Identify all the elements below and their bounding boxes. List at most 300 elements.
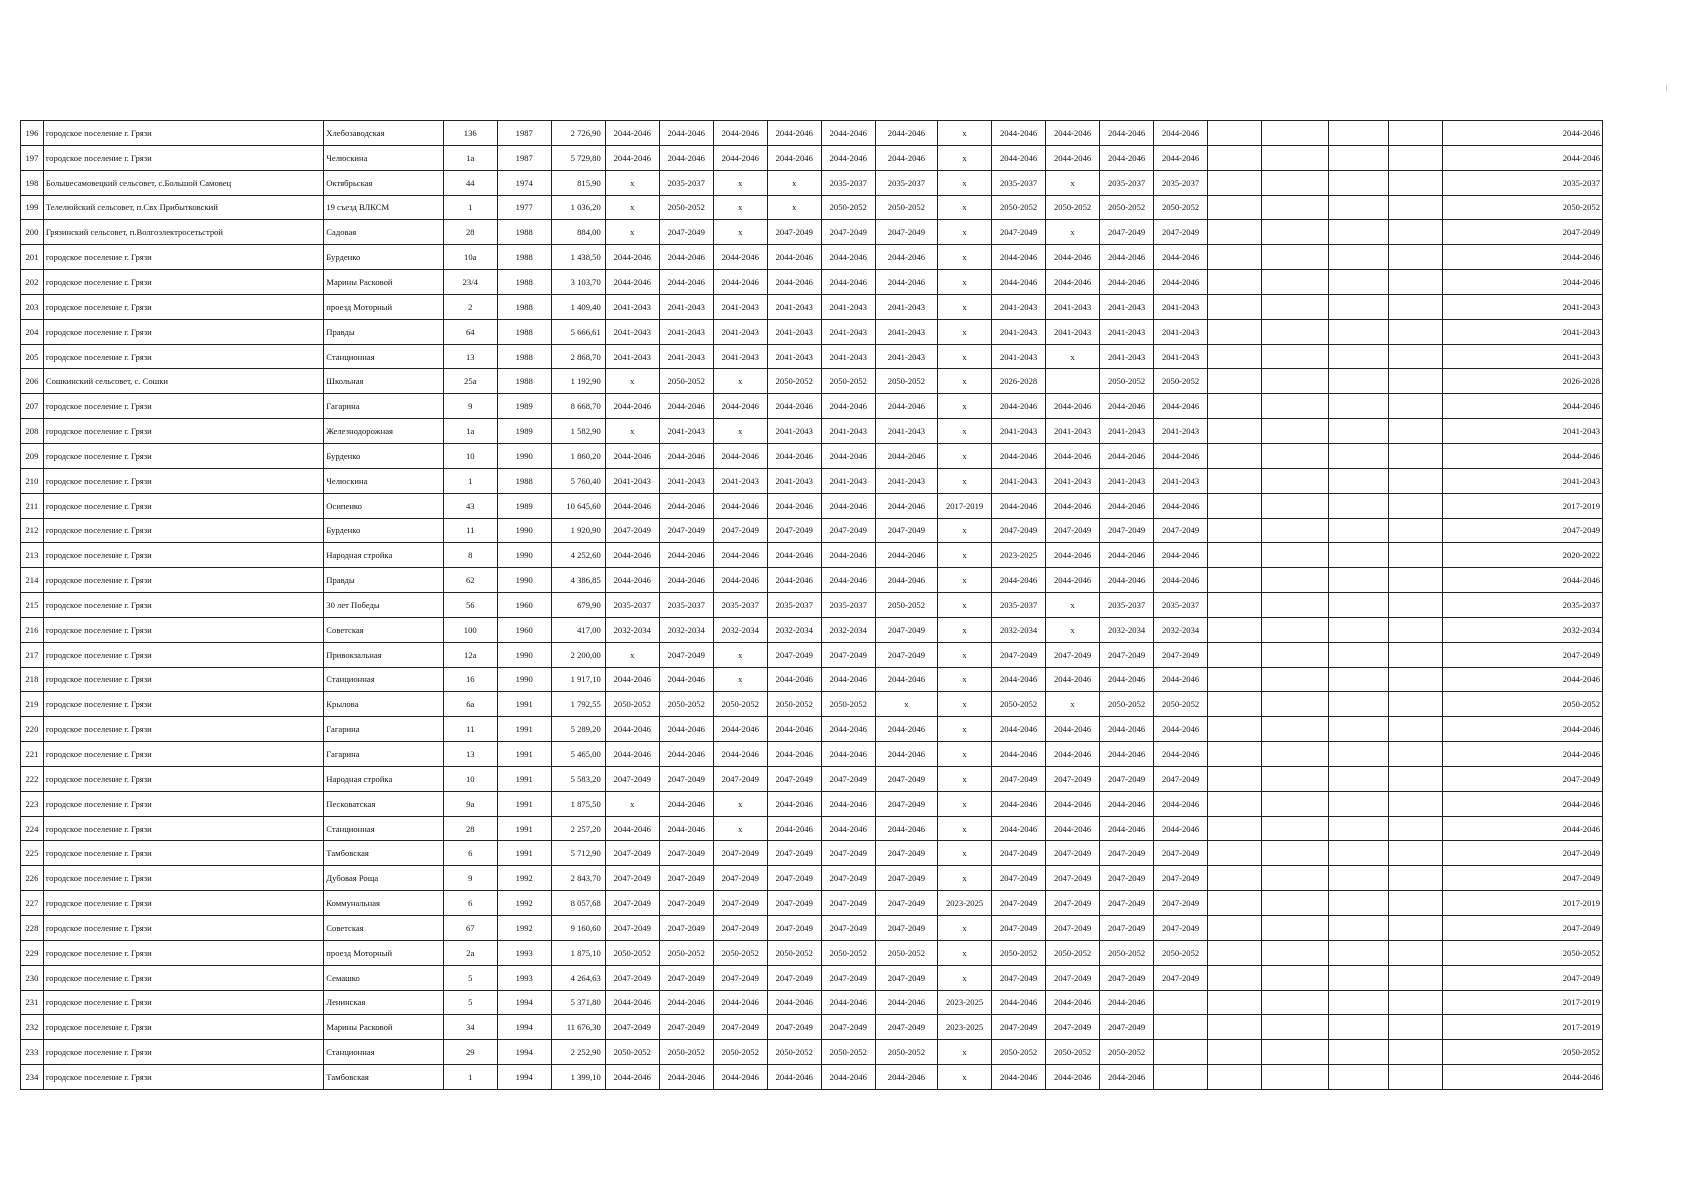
period-cell-10: 2047-2049	[1100, 841, 1154, 866]
period-cell-5: 2044-2046	[821, 667, 875, 692]
period-cell-12	[1208, 145, 1262, 170]
period-cell-14	[1328, 990, 1388, 1015]
year-cell: 1990	[497, 642, 551, 667]
period-cell-1: 2044-2046	[605, 568, 659, 593]
period-cell-2: 2041-2043	[659, 319, 713, 344]
period-cell-2: 2047-2049	[659, 642, 713, 667]
period-cell-1: 2044-2046	[605, 443, 659, 468]
period-cell-2: 2047-2049	[659, 916, 713, 941]
period-cell-3: x	[713, 419, 767, 444]
row-number-cell: 212	[21, 518, 44, 543]
period-cell-8: 2044-2046	[992, 568, 1046, 593]
period-cell-2: 2044-2046	[659, 121, 713, 146]
street-cell: Марины Расковой	[324, 270, 443, 295]
table-row	[21, 1065, 1603, 1090]
area-cell: 5 465,00	[551, 742, 605, 767]
final-period-cell: 2026-2028	[1442, 369, 1602, 394]
period-cell-10: 2047-2049	[1100, 1015, 1154, 1040]
period-cell-14	[1328, 145, 1388, 170]
period-cell-14	[1328, 518, 1388, 543]
row-number-cell: 206	[21, 369, 44, 394]
row-number-cell: 196	[21, 121, 44, 146]
period-cell-14	[1328, 220, 1388, 245]
period-cell-8: 2026-2028	[992, 369, 1046, 394]
period-cell-7: x	[938, 841, 992, 866]
table-row	[21, 568, 1603, 593]
row-number-cell: 197	[21, 145, 44, 170]
year-cell: 1960	[497, 593, 551, 618]
period-cell-5: 2044-2046	[821, 394, 875, 419]
period-cell-10: 2044-2046	[1100, 990, 1154, 1015]
house-cell: 1	[443, 1065, 497, 1090]
area-cell: 2 200,00	[551, 642, 605, 667]
area-cell: 815,90	[551, 170, 605, 195]
period-cell-12	[1208, 965, 1262, 990]
period-cell-7: x	[938, 145, 992, 170]
row-number-cell: 229	[21, 940, 44, 965]
period-cell-11: 2047-2049	[1154, 766, 1208, 791]
period-cell-10: 2044-2046	[1100, 245, 1154, 270]
period-cell-14	[1328, 369, 1388, 394]
period-cell-1: 2044-2046	[605, 145, 659, 170]
period-cell-13	[1262, 270, 1328, 295]
period-cell-7: x	[938, 369, 992, 394]
house-cell: 28	[443, 816, 497, 841]
period-cell-7: x	[938, 742, 992, 767]
period-cell-5: 2050-2052	[821, 369, 875, 394]
period-cell-12	[1208, 667, 1262, 692]
period-cell-7: x	[938, 443, 992, 468]
period-cell-6: x	[875, 692, 937, 717]
settlement-cell: городское поселение г. Грязи	[43, 1015, 323, 1040]
period-cell-6: 2044-2046	[875, 394, 937, 419]
settlement-cell: городское поселение г. Грязи	[43, 1040, 323, 1065]
area-cell: 1 920,90	[551, 518, 605, 543]
period-cell-2: 2047-2049	[659, 220, 713, 245]
settlement-cell: городское поселение г. Грязи	[43, 443, 323, 468]
table-row	[21, 841, 1603, 866]
final-period-cell: 2035-2037	[1442, 170, 1602, 195]
period-cell-7: x	[938, 866, 992, 891]
period-cell-7: x	[938, 170, 992, 195]
period-cell-9: 2044-2046	[1046, 121, 1100, 146]
area-cell: 3 103,70	[551, 270, 605, 295]
table-row	[21, 245, 1603, 270]
period-cell-3: 2050-2052	[713, 692, 767, 717]
period-cell-12	[1208, 394, 1262, 419]
period-cell-15	[1388, 518, 1442, 543]
period-cell-5: 2044-2046	[821, 270, 875, 295]
period-cell-1: x	[605, 170, 659, 195]
period-cell-5: 2044-2046	[821, 145, 875, 170]
period-cell-10: 2047-2049	[1100, 965, 1154, 990]
period-cell-15	[1388, 891, 1442, 916]
settlement-cell: городское поселение г. Грязи	[43, 891, 323, 916]
period-cell-8: 2047-2049	[992, 1015, 1046, 1040]
period-cell-13	[1262, 742, 1328, 767]
period-cell-1: x	[605, 220, 659, 245]
period-cell-3: 2047-2049	[713, 891, 767, 916]
table-row	[21, 443, 1603, 468]
period-cell-11: 2050-2052	[1154, 195, 1208, 220]
house-cell: 5	[443, 990, 497, 1015]
period-cell-8: 2044-2046	[992, 742, 1046, 767]
house-cell: 43	[443, 493, 497, 518]
period-cell-9: 2047-2049	[1046, 866, 1100, 891]
period-cell-7: x	[938, 220, 992, 245]
house-cell: 67	[443, 916, 497, 941]
street-cell: Правды	[324, 319, 443, 344]
period-cell-4: 2044-2046	[767, 543, 821, 568]
period-cell-13	[1262, 245, 1328, 270]
table-row	[21, 543, 1603, 568]
area-cell: 11 676,30	[551, 1015, 605, 1040]
period-cell-10: 2050-2052	[1100, 1040, 1154, 1065]
year-cell: 1988	[497, 319, 551, 344]
period-cell-7: x	[938, 195, 992, 220]
table-row	[21, 170, 1603, 195]
year-cell: 1987	[497, 145, 551, 170]
street-cell: Челюскина	[324, 468, 443, 493]
period-cell-2: 2047-2049	[659, 766, 713, 791]
final-period-cell: 2044-2046	[1442, 443, 1602, 468]
row-number-cell: 221	[21, 742, 44, 767]
year-cell: 1989	[497, 419, 551, 444]
period-cell-15	[1388, 742, 1442, 767]
period-cell-6: 2041-2043	[875, 468, 937, 493]
period-cell-1: 2041-2043	[605, 468, 659, 493]
period-cell-10: 2044-2046	[1100, 443, 1154, 468]
period-cell-8: 2047-2049	[992, 841, 1046, 866]
period-cell-5: 2047-2049	[821, 1015, 875, 1040]
period-cell-1: 2044-2046	[605, 742, 659, 767]
period-cell-12	[1208, 1040, 1262, 1065]
period-cell-8: 2050-2052	[992, 692, 1046, 717]
period-cell-3: x	[713, 369, 767, 394]
period-cell-4: 2044-2046	[767, 245, 821, 270]
period-cell-3: x	[713, 642, 767, 667]
period-cell-13	[1262, 667, 1328, 692]
period-cell-3: 2044-2046	[713, 742, 767, 767]
housing-schedule-table	[20, 120, 1603, 1090]
period-cell-13	[1262, 916, 1328, 941]
period-cell-6: 2044-2046	[875, 717, 937, 742]
period-cell-4: 2044-2046	[767, 816, 821, 841]
period-cell-13	[1262, 468, 1328, 493]
period-cell-14	[1328, 1065, 1388, 1090]
period-cell-2: 2044-2046	[659, 245, 713, 270]
final-period-cell: 2041-2043	[1442, 468, 1602, 493]
period-cell-11: 2044-2046	[1154, 493, 1208, 518]
period-cell-2: 2050-2052	[659, 195, 713, 220]
final-period-cell: 2035-2037	[1442, 593, 1602, 618]
settlement-cell: городское поселение г. Грязи	[43, 965, 323, 990]
period-cell-1: 2047-2049	[605, 891, 659, 916]
street-cell: 19 съезд ВЛКСМ	[324, 195, 443, 220]
period-cell-6: 2044-2046	[875, 568, 937, 593]
period-cell-13	[1262, 816, 1328, 841]
final-period-cell: 2044-2046	[1442, 245, 1602, 270]
period-cell-9: x	[1046, 344, 1100, 369]
period-cell-10: 2047-2049	[1100, 866, 1154, 891]
period-cell-13	[1262, 493, 1328, 518]
year-cell: 1974	[497, 170, 551, 195]
row-number-cell: 216	[21, 617, 44, 642]
period-cell-5: 2044-2046	[821, 1065, 875, 1090]
period-cell-3: 2044-2046	[713, 568, 767, 593]
period-cell-1: 2032-2034	[605, 617, 659, 642]
year-cell: 1988	[497, 245, 551, 270]
area-cell: 1 875,10	[551, 940, 605, 965]
period-cell-6: 2047-2049	[875, 965, 937, 990]
period-cell-6: 2047-2049	[875, 766, 937, 791]
period-cell-6: 2044-2046	[875, 245, 937, 270]
period-cell-14	[1328, 121, 1388, 146]
table-row	[21, 866, 1603, 891]
period-cell-14	[1328, 568, 1388, 593]
period-cell-6: 2047-2049	[875, 220, 937, 245]
period-cell-14	[1328, 319, 1388, 344]
final-period-cell: 2050-2052	[1442, 1040, 1602, 1065]
period-cell-15	[1388, 220, 1442, 245]
period-cell-2: 2050-2052	[659, 692, 713, 717]
period-cell-10: 2044-2046	[1100, 493, 1154, 518]
row-number-cell: 198	[21, 170, 44, 195]
period-cell-9: 2044-2046	[1046, 791, 1100, 816]
period-cell-2: 2047-2049	[659, 891, 713, 916]
period-cell-4: 2044-2046	[767, 1065, 821, 1090]
period-cell-1: 2050-2052	[605, 940, 659, 965]
period-cell-14	[1328, 841, 1388, 866]
period-cell-14	[1328, 1040, 1388, 1065]
settlement-cell: городское поселение г. Грязи	[43, 866, 323, 891]
year-cell: 1994	[497, 1065, 551, 1090]
area-cell: 4 252,60	[551, 543, 605, 568]
period-cell-4: 2047-2049	[767, 866, 821, 891]
table-row	[21, 717, 1603, 742]
settlement-cell: городское поселение г. Грязи	[43, 990, 323, 1015]
period-cell-10: 2050-2052	[1100, 369, 1154, 394]
settlement-cell: городское поселение г. Грязи	[43, 717, 323, 742]
period-cell-11: 2041-2043	[1154, 468, 1208, 493]
period-cell-1: 2044-2046	[605, 121, 659, 146]
period-cell-10: 2044-2046	[1100, 1065, 1154, 1090]
period-cell-7: x	[938, 1065, 992, 1090]
period-cell-11: 2044-2046	[1154, 270, 1208, 295]
period-cell-10: 2050-2052	[1100, 940, 1154, 965]
table-row	[21, 916, 1603, 941]
period-cell-6: 2050-2052	[875, 593, 937, 618]
year-cell: 1992	[497, 891, 551, 916]
period-cell-7: x	[938, 940, 992, 965]
period-cell-7: x	[938, 692, 992, 717]
period-cell-9: 2044-2046	[1046, 990, 1100, 1015]
period-cell-10: 2047-2049	[1100, 518, 1154, 543]
period-cell-8: 2035-2037	[992, 170, 1046, 195]
period-cell-12	[1208, 518, 1262, 543]
settlement-cell: городское поселение г. Грязи	[43, 642, 323, 667]
final-period-cell: 2044-2046	[1442, 394, 1602, 419]
final-period-cell: 2047-2049	[1442, 642, 1602, 667]
settlement-cell: Сошкинский сельсовет, с. Сошки	[43, 369, 323, 394]
period-cell-4: 2044-2046	[767, 667, 821, 692]
year-cell: 1988	[497, 294, 551, 319]
year-cell: 1991	[497, 692, 551, 717]
period-cell-14	[1328, 270, 1388, 295]
period-cell-14	[1328, 344, 1388, 369]
period-cell-7: x	[938, 543, 992, 568]
area-cell: 4 264,63	[551, 965, 605, 990]
period-cell-13	[1262, 593, 1328, 618]
table-row	[21, 518, 1603, 543]
period-cell-12	[1208, 121, 1262, 146]
row-number-cell: 199	[21, 195, 44, 220]
period-cell-13	[1262, 543, 1328, 568]
period-cell-2: 2044-2046	[659, 543, 713, 568]
house-cell: 1а	[443, 145, 497, 170]
period-cell-8: 2044-2046	[992, 493, 1046, 518]
house-cell: 64	[443, 319, 497, 344]
house-cell: 23/4	[443, 270, 497, 295]
street-cell: Хлебозаводская	[324, 121, 443, 146]
period-cell-2: 2035-2037	[659, 593, 713, 618]
period-cell-15	[1388, 642, 1442, 667]
period-cell-3: x	[713, 667, 767, 692]
street-cell: Дубовая Роща	[324, 866, 443, 891]
period-cell-4: 2044-2046	[767, 568, 821, 593]
period-cell-10: 2044-2046	[1100, 816, 1154, 841]
final-period-cell: 2041-2043	[1442, 419, 1602, 444]
table-row	[21, 468, 1603, 493]
period-cell-13	[1262, 344, 1328, 369]
period-cell-4: 2047-2049	[767, 965, 821, 990]
street-cell: Коммунальная	[324, 891, 443, 916]
period-cell-6: 2044-2046	[875, 270, 937, 295]
period-cell-6: 2047-2049	[875, 518, 937, 543]
period-cell-4: 2047-2049	[767, 518, 821, 543]
period-cell-3: 2047-2049	[713, 518, 767, 543]
period-cell-13	[1262, 195, 1328, 220]
period-cell-14	[1328, 816, 1388, 841]
period-cell-9: x	[1046, 220, 1100, 245]
period-cell-13	[1262, 1040, 1328, 1065]
table-row	[21, 294, 1603, 319]
period-cell-14	[1328, 717, 1388, 742]
period-cell-8: 2044-2046	[992, 121, 1046, 146]
period-cell-2: 2041-2043	[659, 344, 713, 369]
period-cell-1: 2044-2046	[605, 667, 659, 692]
period-cell-5: 2044-2046	[821, 717, 875, 742]
period-cell-13	[1262, 170, 1328, 195]
period-cell-4: 2041-2043	[767, 294, 821, 319]
period-cell-10: 2032-2034	[1100, 617, 1154, 642]
period-cell-3: 2044-2046	[713, 493, 767, 518]
period-cell-3: 2044-2046	[713, 1065, 767, 1090]
final-period-cell: 2047-2049	[1442, 916, 1602, 941]
period-cell-9: x	[1046, 692, 1100, 717]
row-number-cell: 230	[21, 965, 44, 990]
street-cell: 30 лет Победы	[324, 593, 443, 618]
period-cell-11: 2044-2046	[1154, 394, 1208, 419]
period-cell-4: 2047-2049	[767, 220, 821, 245]
period-cell-7: 2017-2019	[938, 493, 992, 518]
period-cell-10: 2041-2043	[1100, 294, 1154, 319]
settlement-cell: Большесамовецкий сельсовет, с.Большой Самовец	[43, 170, 323, 195]
area-cell: 884,00	[551, 220, 605, 245]
period-cell-13	[1262, 443, 1328, 468]
period-cell-14	[1328, 245, 1388, 270]
settlement-cell: городское поселение г. Грязи	[43, 543, 323, 568]
area-cell: 1 582,90	[551, 419, 605, 444]
street-cell: Правды	[324, 568, 443, 593]
house-cell: 2а	[443, 940, 497, 965]
period-cell-6: 2050-2052	[875, 195, 937, 220]
period-cell-13	[1262, 990, 1328, 1015]
period-cell-9: 2041-2043	[1046, 468, 1100, 493]
row-number-cell: 226	[21, 866, 44, 891]
row-number-cell: 203	[21, 294, 44, 319]
area-cell: 2 726,90	[551, 121, 605, 146]
period-cell-5: 2047-2049	[821, 916, 875, 941]
period-cell-8: 2044-2046	[992, 791, 1046, 816]
period-cell-11: 2044-2046	[1154, 443, 1208, 468]
house-cell: 11	[443, 717, 497, 742]
period-cell-11: 2050-2052	[1154, 940, 1208, 965]
period-cell-12	[1208, 891, 1262, 916]
final-period-cell: 2047-2049	[1442, 965, 1602, 990]
period-cell-13	[1262, 1015, 1328, 1040]
area-cell: 5 729,80	[551, 145, 605, 170]
period-cell-9	[1046, 369, 1100, 394]
period-cell-12	[1208, 1065, 1262, 1090]
period-cell-14	[1328, 667, 1388, 692]
period-cell-9: 2041-2043	[1046, 319, 1100, 344]
table-row	[21, 667, 1603, 692]
house-cell: 10	[443, 443, 497, 468]
period-cell-9: 2044-2046	[1046, 816, 1100, 841]
period-cell-3: 2044-2046	[713, 270, 767, 295]
street-cell: Привокзальная	[324, 642, 443, 667]
period-cell-4: 2041-2043	[767, 419, 821, 444]
row-number-cell: 217	[21, 642, 44, 667]
period-cell-12	[1208, 692, 1262, 717]
period-cell-1: x	[605, 419, 659, 444]
table-row	[21, 791, 1603, 816]
period-cell-4: 2044-2046	[767, 791, 821, 816]
period-cell-10: 2047-2049	[1100, 891, 1154, 916]
period-cell-9: x	[1046, 617, 1100, 642]
period-cell-15	[1388, 990, 1442, 1015]
period-cell-11: 2047-2049	[1154, 841, 1208, 866]
period-cell-12	[1208, 916, 1262, 941]
area-cell: 1 438,50	[551, 245, 605, 270]
period-cell-4: 2047-2049	[767, 916, 821, 941]
period-cell-2: 2044-2046	[659, 742, 713, 767]
period-cell-6: 2047-2049	[875, 1015, 937, 1040]
period-cell-9: 2044-2046	[1046, 145, 1100, 170]
period-cell-3: 2044-2046	[713, 717, 767, 742]
period-cell-2: 2050-2052	[659, 1040, 713, 1065]
period-cell-4: 2050-2052	[767, 369, 821, 394]
settlement-cell: городское поселение г. Грязи	[43, 518, 323, 543]
house-cell: 1а	[443, 419, 497, 444]
period-cell-4: 2044-2046	[767, 394, 821, 419]
period-cell-12	[1208, 717, 1262, 742]
period-cell-13	[1262, 419, 1328, 444]
period-cell-1: 2050-2052	[605, 1040, 659, 1065]
period-cell-8: 2047-2049	[992, 642, 1046, 667]
period-cell-10: 2041-2043	[1100, 468, 1154, 493]
